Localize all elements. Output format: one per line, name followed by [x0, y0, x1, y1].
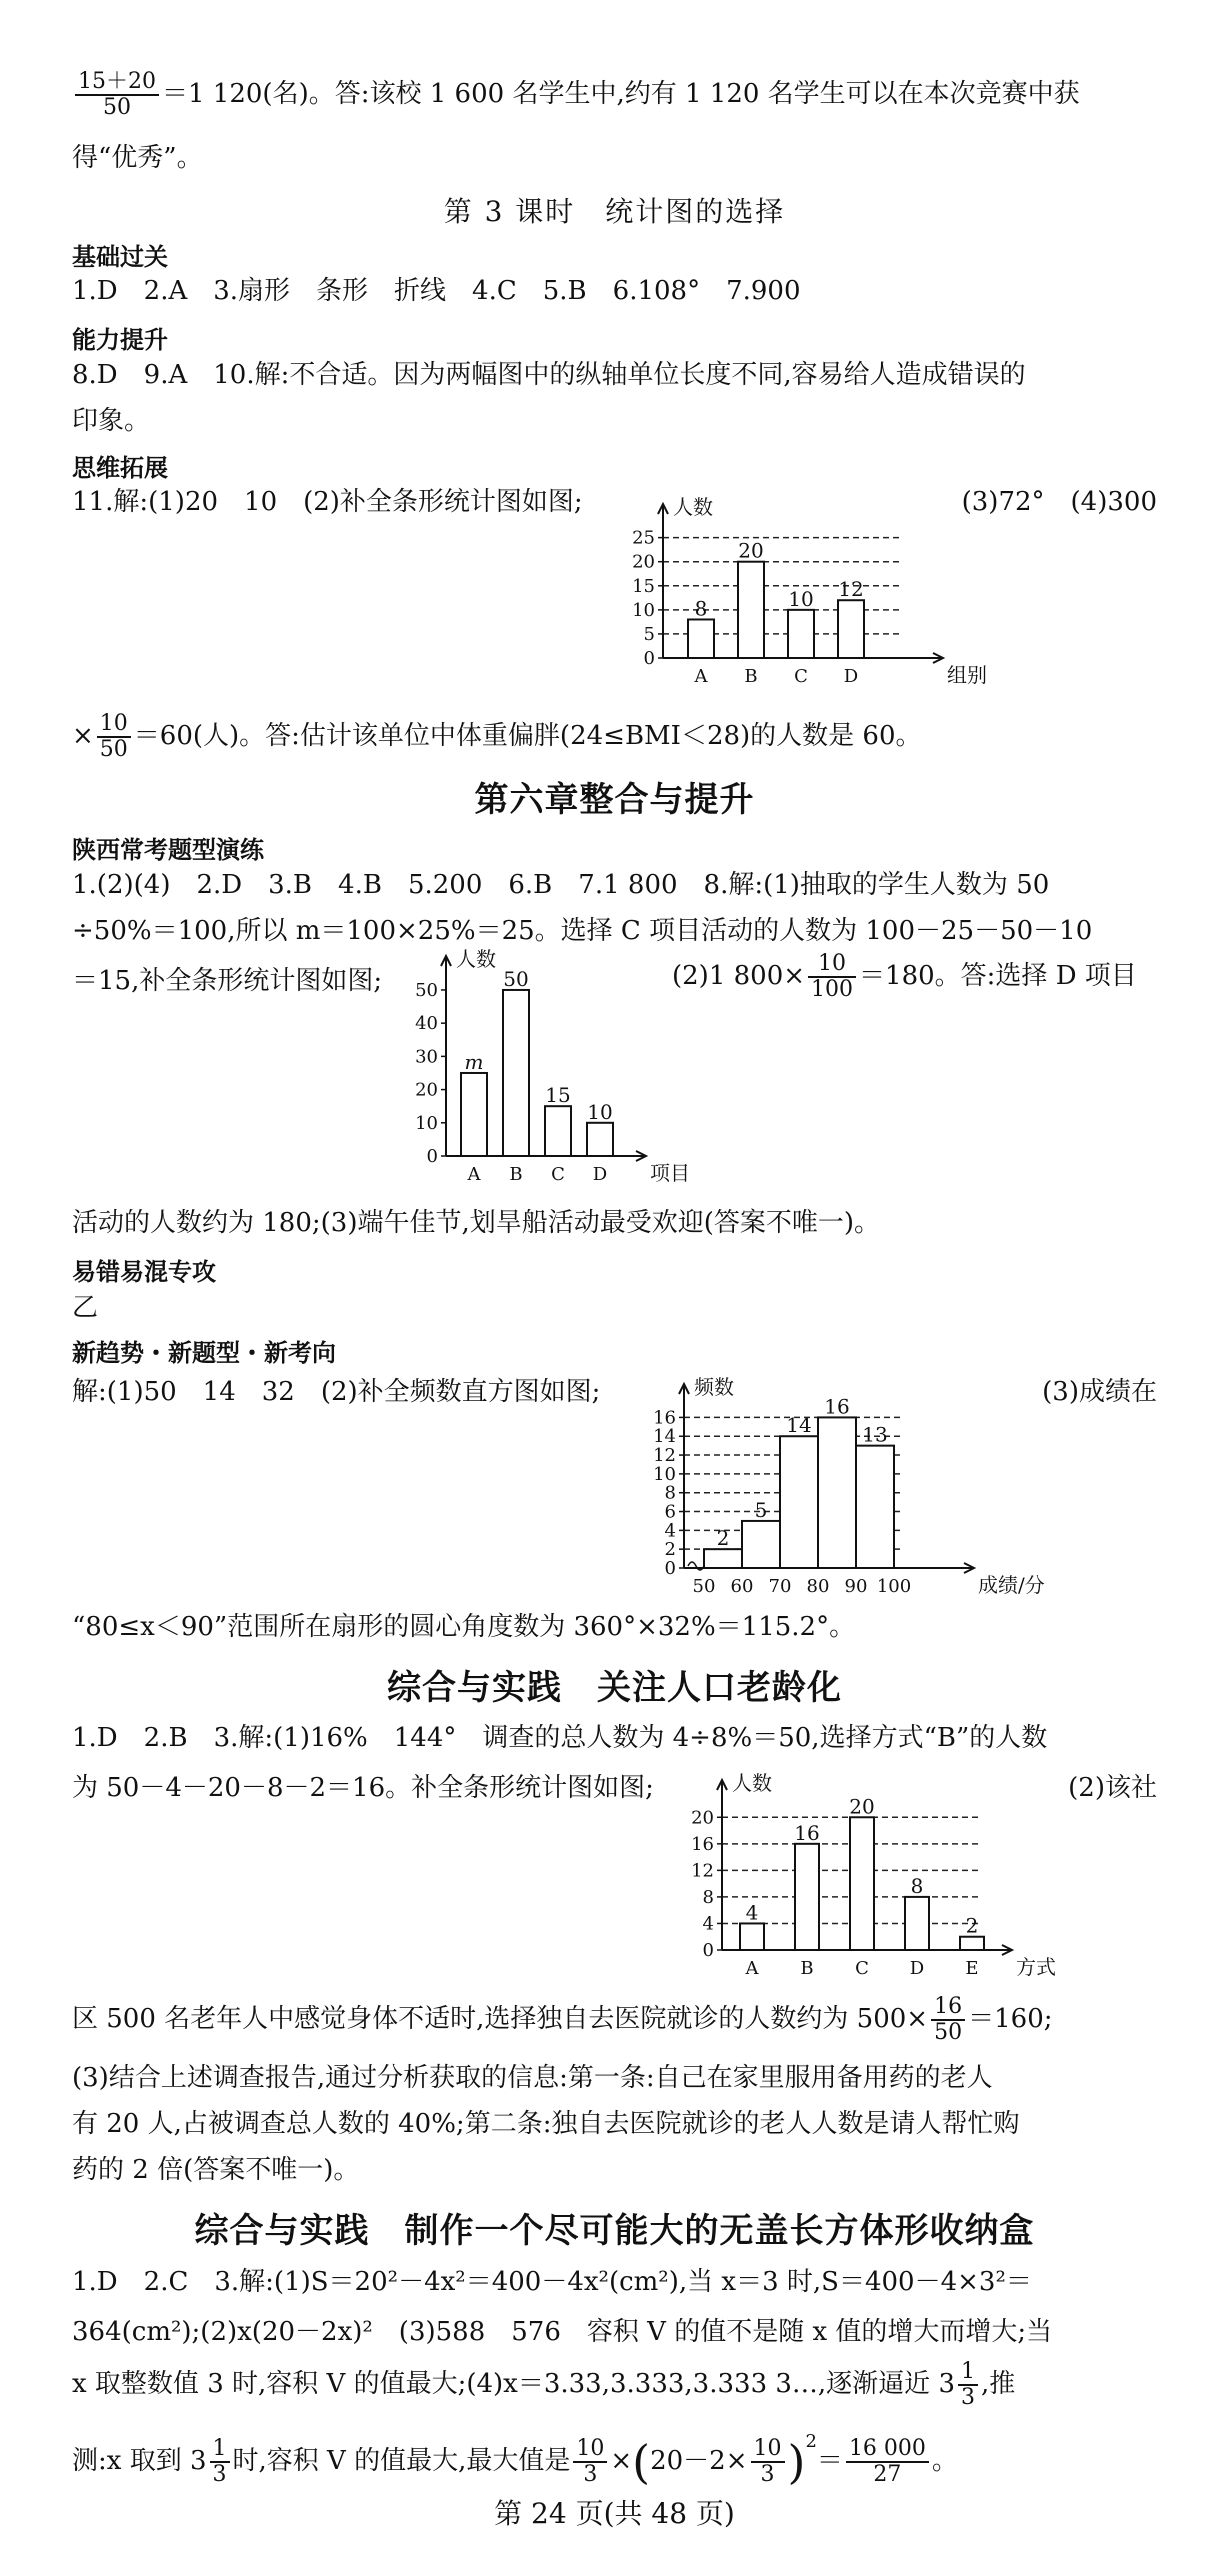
fraction: $\frac{10}{3}$	[573, 2437, 607, 2487]
fraction: $\frac{15+20}{50}$	[75, 70, 159, 120]
data-label: m	[464, 1049, 484, 1074]
data-label: 15	[545, 1083, 571, 1108]
x-tick-label: C	[794, 666, 808, 687]
section-heading-exam: 陕西常考题型演练	[72, 836, 264, 864]
fraction: $\frac{1}{3}$	[210, 2437, 230, 2487]
data-label: 16	[794, 1820, 820, 1845]
x-tick-label: 60	[730, 1576, 754, 1597]
answer-line-right: (3)成绩在	[1042, 1377, 1157, 1407]
answer-line: 区 500 名老年人中感觉身体不适时,选择独自去医院就诊的人数约为 500× $\frac{16}{50}$ ＝160;	[72, 1994, 1053, 2045]
data-label: 12	[838, 577, 864, 602]
histogram-bar	[742, 1521, 780, 1568]
y-tick-label: 0	[664, 1558, 676, 1579]
answer-line: 1.D 2.C 3.解:(1)S＝20²－4x²＝400－4x²(cm²),当 x＝3 时,S＝400－4×3²＝	[72, 2267, 1032, 2297]
answer-line: 为 50－4－20－8－2＝16。补全条形统计图如图;	[72, 1773, 654, 1803]
fraction: $\frac{10}{50}$	[97, 712, 131, 762]
x-tick-label: A	[467, 1164, 481, 1185]
x-tick-label: E	[965, 1958, 979, 1979]
fraction: $\frac{10}{100}$	[808, 952, 856, 1002]
y-tick-label: 20	[632, 551, 655, 573]
answer-line-right: (3)72° (4)300	[961, 487, 1157, 517]
practice-title: 综合与实践 关注人口老龄化	[387, 1668, 842, 1708]
x-tick-label: 70	[768, 1576, 792, 1597]
bar	[738, 562, 764, 658]
y-tick-label: 12	[653, 1445, 676, 1467]
bar	[788, 610, 814, 658]
bar	[545, 1106, 571, 1156]
x-tick-label: C	[551, 1164, 565, 1185]
x-tick-label: 50	[692, 1576, 716, 1597]
histogram-bar	[780, 1436, 818, 1568]
bar	[838, 600, 864, 658]
y-tick-label: 16	[691, 1833, 714, 1855]
x-axis-label: 组别	[947, 663, 987, 687]
bar	[850, 1817, 874, 1950]
y-tick-label: 5	[643, 623, 655, 645]
y-tick-label: 2	[664, 1539, 676, 1561]
answer-line: 364(cm²);(2)x(20－2x)² (3)588 576 容积 V 的值不是随 x 值的增大而增大;当	[72, 2317, 1053, 2347]
histogram-scores	[636, 1372, 1045, 1602]
bar-chart-elderly	[680, 1768, 1056, 1983]
y-tick-label: 6	[664, 1501, 676, 1523]
y-tick-label: 20	[691, 1807, 714, 1829]
y-tick-label: 12	[691, 1860, 714, 1882]
bar	[740, 1923, 764, 1950]
x-axis-label: 方式	[1016, 1955, 1056, 1979]
y-tick-label: 8	[664, 1482, 676, 1504]
data-label: 10	[587, 1099, 613, 1124]
data-label: 4	[745, 1900, 759, 1925]
fraction: $\frac{10}{3}$	[751, 2437, 785, 2487]
data-label: 20	[738, 538, 764, 563]
answer-line: 1.(2)(4) 2.D 3.B 4.B 5.200 6.B 7.1 800 8.解:(1)抽取的学生人数为 50	[72, 870, 1050, 900]
x-tick-label: B	[800, 1958, 814, 1979]
answer-line: 药的 2 倍(答案不唯一)。	[72, 2155, 360, 2185]
answer-line: “80≤x＜90”范围所在扇形的圆心角度数为 360°×32%＝115.2°。	[72, 1612, 856, 1642]
answer-line: x 取整数值 3 时,容积 V 的值最大;(4)x＝3.33,3.333,3.333 3…,逐渐逼近 3 $\frac{1}{3}$ ,推	[72, 2359, 1016, 2410]
fraction: $\frac{1}{3}$	[958, 2360, 978, 2410]
x-tick-label: A	[745, 1958, 759, 1979]
y-tick-label: 20	[415, 1079, 438, 1101]
answer-line: 8.D 9.A 10.解:不合适。因为两幅图中的纵轴单位长度不同,容易给人造成错误的	[72, 360, 1026, 390]
y-axis-label: 人数	[456, 947, 496, 971]
y-tick-label: 4	[664, 1520, 676, 1542]
y-axis-label: 人数	[732, 1771, 772, 1795]
answer-line: (3)结合上述调查报告,通过分析获取的信息:第一条:自己在家里服用备用药的老人	[72, 2063, 993, 2093]
x-tick-label: C	[855, 1958, 869, 1979]
x-tick-label: B	[744, 666, 758, 687]
chapter-title: 第六章整合与提升	[474, 780, 755, 820]
page-footer: 第 24 页(共 48 页)	[494, 2497, 735, 2530]
y-tick-label: 14	[653, 1426, 676, 1448]
bar	[960, 1937, 984, 1950]
answer-line: 1.D 2.A 3.扇形 条形 折线 4.C 5.B 6.108° 7.900	[72, 276, 801, 306]
x-axis-label: 项目	[650, 1161, 690, 1185]
answer-line: 测:x 取到 3 $\frac{1}{3}$ 时,容积 V 的值最大,最大值是 $\frac{10}{3}$ ×(20－2× $\frac{10}{3}$ )$^2$＝ $\frac{16 000}{27}$ 。	[72, 2431, 958, 2489]
answer-line: 1.D 2.B 3.解:(1)16% 144° 调查的总人数为 4÷8%＝50,选择方式“B”的人数	[72, 1723, 1048, 1753]
answer-line: 11.解:(1)20 10 (2)补全条形统计图如图;	[72, 487, 583, 517]
x-tick-label: D	[843, 666, 859, 687]
y-tick-label: 15	[632, 575, 655, 597]
answer-line: 有 20 人,占被调查总人数的 40%;第二条:独自去医院就诊的老人人数是请人帮忙购	[72, 2109, 1020, 2139]
data-label: 16	[824, 1394, 850, 1419]
y-tick-label: 16	[653, 1407, 676, 1429]
x-tick-label: 80	[806, 1576, 830, 1597]
data-label: 10	[788, 586, 814, 611]
histogram-bar	[818, 1417, 856, 1568]
answer-line: 乙	[72, 1293, 99, 1323]
data-label: 2	[716, 1526, 730, 1551]
y-tick-label: 25	[632, 527, 655, 549]
y-tick-label: 0	[702, 1940, 714, 1961]
y-axis-label: 人数	[673, 495, 713, 519]
answer-line: 印象。	[72, 406, 151, 436]
data-label: 14	[786, 1413, 812, 1438]
x-tick-label: D	[592, 1164, 608, 1185]
answer-line: ＝15,补全条形统计图如图;	[72, 966, 383, 996]
top-line-2: 得“优秀”。	[72, 143, 203, 173]
y-axis-label: 频数	[694, 1375, 734, 1399]
histogram-bar	[704, 1549, 742, 1568]
y-tick-label: 10	[653, 1463, 676, 1485]
section-heading-ability: 能力提升	[72, 326, 168, 354]
data-label: 8	[694, 596, 708, 621]
y-tick-label: 10	[632, 599, 655, 621]
x-tick-label: A	[694, 666, 708, 687]
answer-line: 活动的人数约为 180;(3)端午佳节,划旱船活动最受欢迎(答案不唯一)。	[72, 1208, 881, 1238]
y-tick-label: 0	[643, 648, 655, 669]
section-heading-trends: 新趋势・新题型・新考向	[72, 1339, 336, 1367]
answer-line: × $\frac{10}{50}$ ＝60(人)。答:估计该单位中体重偏胖(24≤BMI＜28)的人数是 60。	[72, 711, 922, 762]
bar-chart-activities	[400, 947, 700, 1192]
histogram-bar	[856, 1446, 894, 1568]
answer-line: 解:(1)50 14 32 (2)补全频数直方图如图;	[72, 1377, 601, 1407]
practice-title: 综合与实践 制作一个尽可能大的无盖长方体形收纳盒	[194, 2211, 1035, 2251]
y-tick-label: 0	[426, 1146, 438, 1167]
bar-chart-bmi	[615, 478, 995, 700]
fraction: $\frac{16 000}{27}$	[846, 2437, 929, 2487]
y-tick-label: 8	[702, 1886, 714, 1908]
y-tick-label: 50	[415, 979, 438, 1001]
top-line-1: $\frac{15+20}{50}$ ＝1 120(名)。答:该校 1 600 名学生中,约有 1 120 名学生可以在本次竞赛中获	[72, 70, 1159, 120]
answer-line-right: (2)1 800× $\frac{10}{100}$ ＝180。答:选择 D 项目	[672, 951, 1137, 1002]
data-label: 50	[503, 966, 529, 991]
x-tick-label: D	[909, 1958, 925, 1979]
y-tick-label: 30	[415, 1046, 438, 1068]
data-label: 20	[849, 1794, 875, 1819]
data-label: 8	[910, 1873, 924, 1898]
fraction: $\frac{16}{50}$	[931, 1995, 965, 2045]
y-tick-label: 10	[415, 1112, 438, 1134]
x-tick-label: 90	[844, 1576, 868, 1597]
x-tick-label: B	[509, 1164, 523, 1185]
bar	[905, 1897, 929, 1950]
data-label: 13	[862, 1422, 888, 1447]
x-axis-label: 成绩/分	[978, 1573, 1045, 1597]
bar	[795, 1844, 819, 1950]
x-tick-label: 100	[876, 1576, 912, 1597]
section-heading-basic: 基础过关	[72, 243, 168, 271]
y-tick-label: 4	[702, 1913, 714, 1935]
data-label: 5	[754, 1497, 768, 1522]
answer-line-right: (2)该社	[1068, 1773, 1157, 1803]
bar	[503, 990, 529, 1156]
lesson-title: 第 3 课时 统计图的选择	[443, 195, 786, 228]
bar	[587, 1123, 613, 1156]
bar	[688, 619, 714, 658]
section-heading-thinking: 思维拓展	[72, 454, 168, 482]
answer-line: ÷50%＝100,所以 m＝100×25%＝25。选择 C 项目活动的人数为 100－25－50－10	[72, 916, 1093, 946]
y-tick-label: 40	[415, 1013, 438, 1035]
bar	[461, 1073, 487, 1156]
section-heading-mistakes: 易错易混专攻	[72, 1258, 216, 1286]
data-label: 2	[965, 1913, 979, 1938]
